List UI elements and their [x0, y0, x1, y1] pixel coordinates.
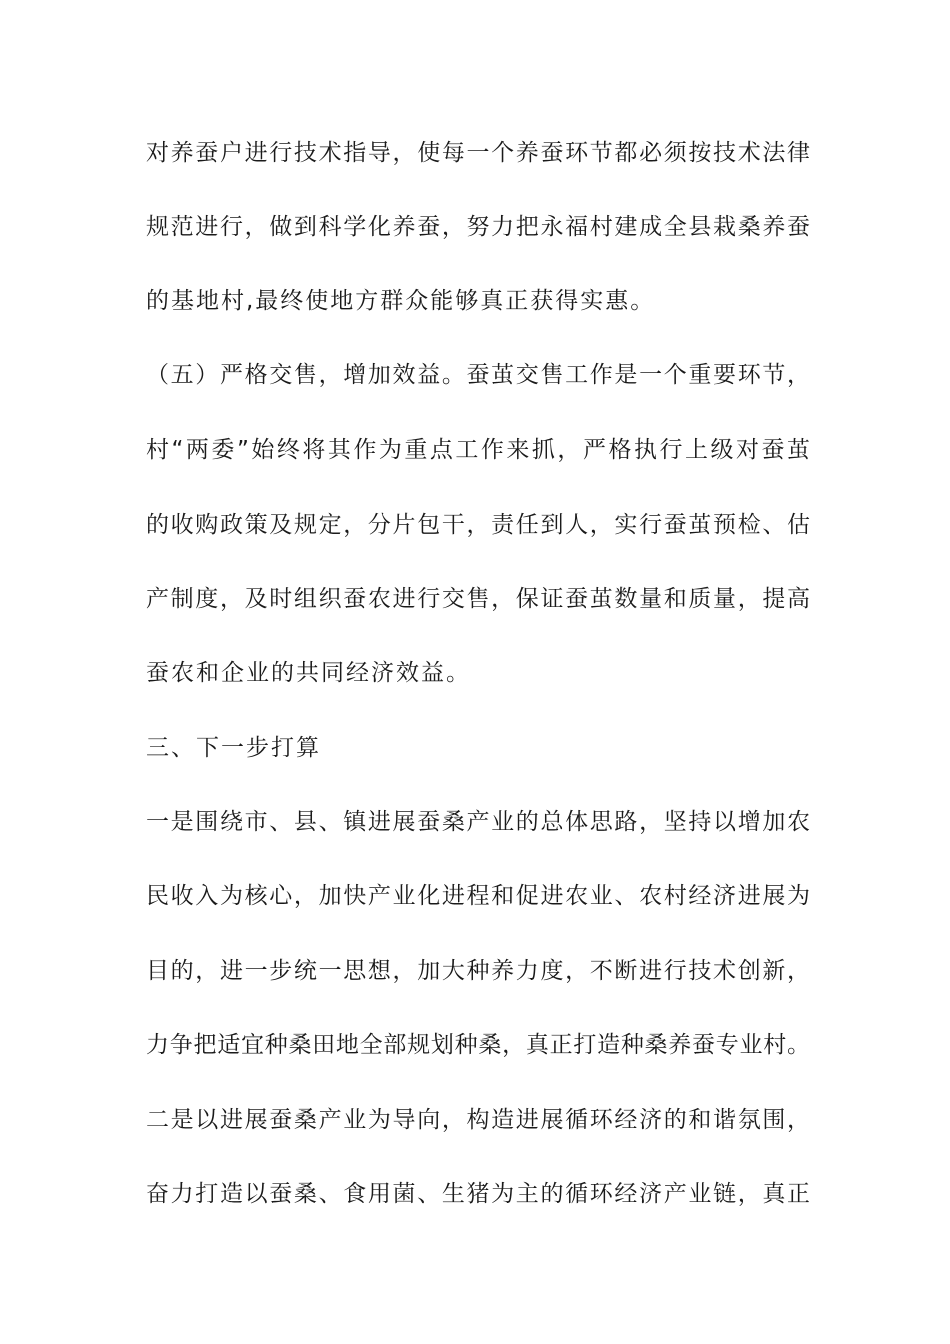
text-line: 二是以进展蚕桑产业为导向，构造进展循环经济的和谐氛围， — [146, 1107, 810, 1133]
text-line: 一是围绕市、县、镇进展蚕桑产业的总体思路，坚持以增加农 — [146, 809, 810, 835]
text-line: 蚕农和企业的共同经济效益。 — [146, 660, 471, 686]
section-heading: 三、下一步打算 — [146, 735, 321, 761]
text-line: 对养蚕户进行技术指导，使每一个养蚕环节都必须按技术法律 — [146, 140, 810, 166]
text-line: 民收入为核心，加快产业化进程和促进农业、农村经济进展为 — [146, 883, 810, 909]
text-line: 规范进行，做到科学化养蚕，努力把永福村建成全县栽桑养蚕 — [146, 214, 810, 240]
text-line: 力争把适宜种桑田地全部规划种桑，真正打造种桑养蚕专业村。 — [146, 1032, 810, 1058]
section-heading-line: （五）严格交售，增加效益。蚕茧交售工作是一个重要环节， — [146, 362, 810, 388]
text-line: 的收购政策及规定，分片包干，责任到人，实行蚕茧预检、估 — [146, 512, 810, 538]
text-line: 的基地村,最终使地方群众能够真正获得实惠。 — [146, 288, 656, 314]
text-line: 村“两委”始终将其作为重点工作来抓，严格执行上级对蚕茧 — [146, 437, 810, 463]
text-line: 产制度，及时组织蚕农进行交售，保证蚕茧数量和质量，提高 — [146, 586, 810, 612]
text-line: 奋力打造以蚕桑、食用菌、生猪为主的循环经济产业链，真正 — [146, 1181, 810, 1207]
text-line: 目的，进一步统一思想，加大种养力度，不断进行技术创新， — [146, 958, 810, 984]
